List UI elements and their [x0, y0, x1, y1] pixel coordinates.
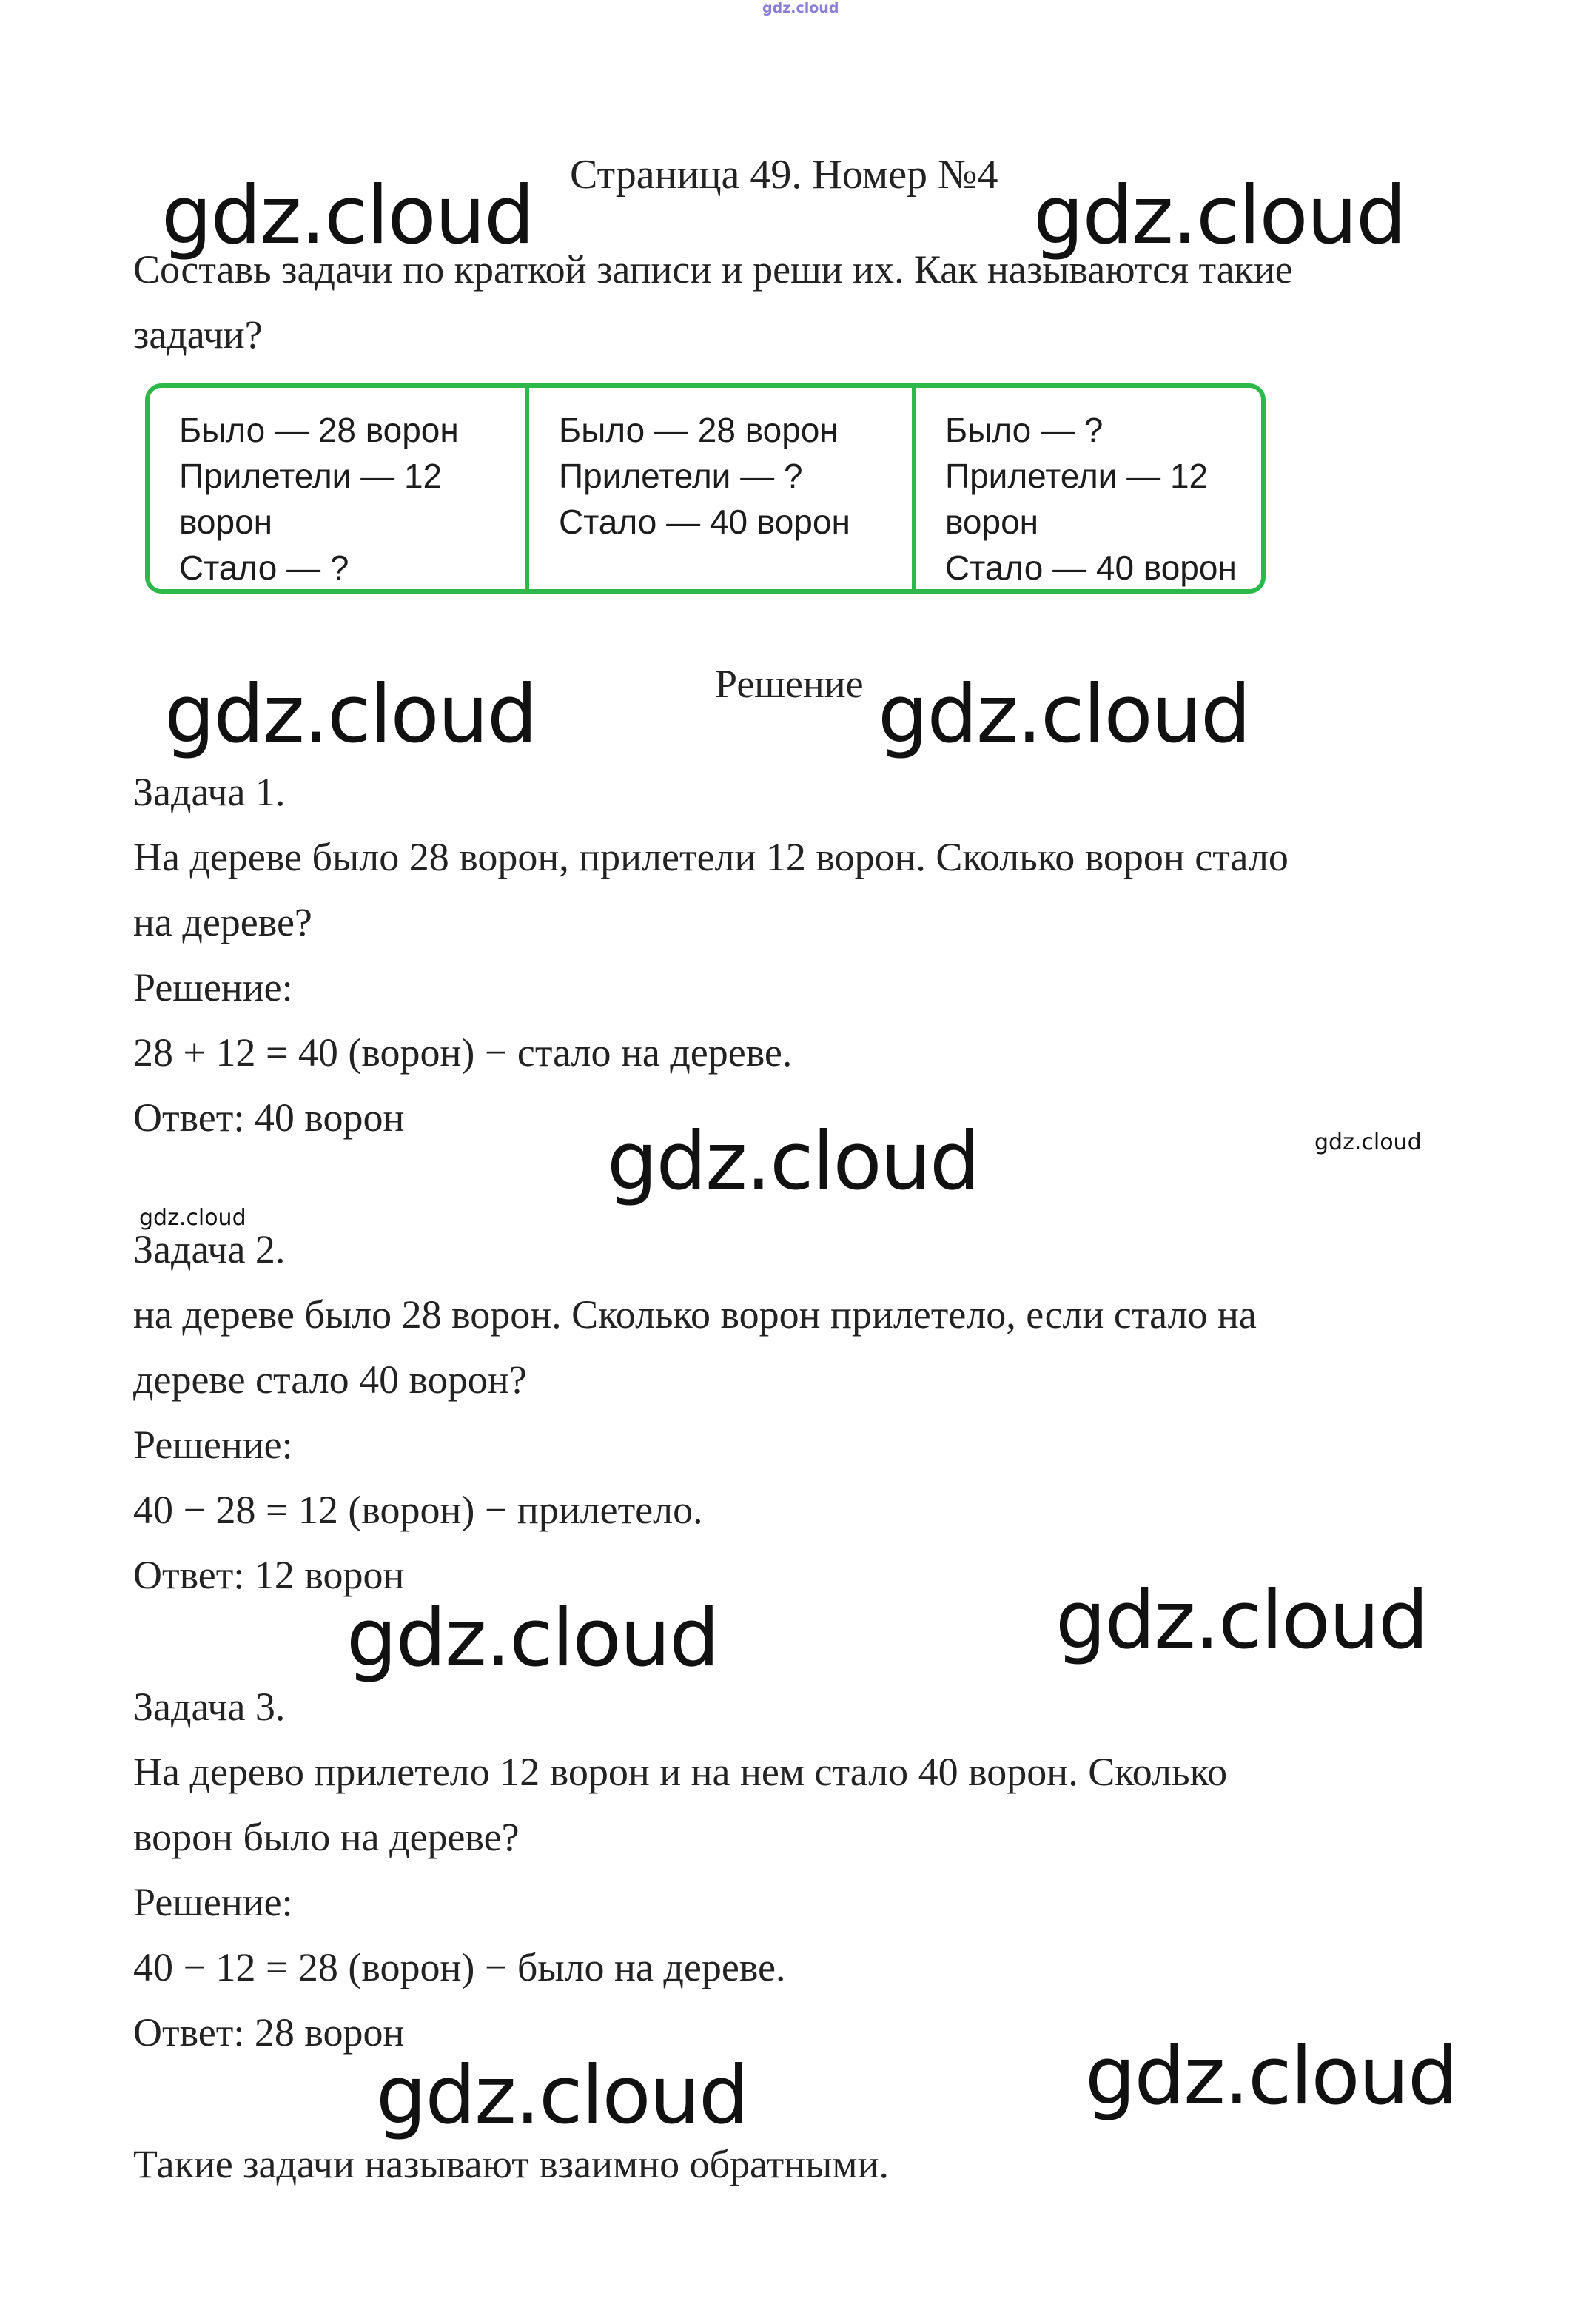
problem-3-equation: 40 − 12 = 28 (ворон) − было на дереве. [133, 1945, 786, 1989]
problem-2-answer: Ответ: 12 ворон [133, 1553, 405, 1597]
record-line: Стало — ? [179, 548, 349, 587]
watermark-logo: gdz.cloud [164, 668, 537, 761]
problem-3-text-line-2: ворон было на дереве? [133, 1815, 520, 1859]
problem-3-solution-label: Решение: [133, 1880, 293, 1924]
watermark-logo-small: gdz.cloud [1314, 1129, 1422, 1155]
record-line: Стало — 40 ворон [945, 548, 1237, 587]
problem-3-text-line-1: На дерево прилетело 12 ворон и на нем стало 40 ворон. Сколько [133, 1750, 1228, 1794]
record-line: ворон [179, 503, 273, 541]
problem-1-title: Задача 1. [133, 770, 286, 814]
record-line: ворон [945, 503, 1039, 541]
solution-heading: Решение [715, 662, 864, 706]
watermark-logo: gdz.cloud [1055, 1574, 1428, 1667]
watermark-logo-small: gdz.cloud [139, 1205, 246, 1231]
page-title: Страница 49. Номер №4 [570, 152, 998, 198]
watermark-logo: gdz.cloud [607, 1115, 979, 1208]
watermark-logo: gdz.cloud [1033, 169, 1405, 262]
problem-1-text-line-1: На дереве было 28 ворон, прилетели 12 ворон. Сколько ворон стало [133, 835, 1289, 879]
short-record-table [145, 383, 1266, 594]
watermark-logo: gdz.cloud [346, 1592, 719, 1685]
record-line: Прилетели — ? [559, 457, 803, 495]
record-line: Было — ? [945, 411, 1104, 449]
task-statement-line-1: Составь задачи по краткой записи и реши их. Как называются такие [133, 247, 1293, 292]
record-column-1 [150, 388, 525, 589]
task-statement-line-2: задачи? [133, 312, 263, 357]
problem-2-title: Задача 2. [133, 1227, 286, 1272]
record-line: Прилетели — 12 [945, 457, 1209, 495]
problem-1-text-line-2: на дереве? [133, 900, 312, 944]
record-line: Стало — 40 ворон [559, 503, 850, 541]
record-line: Было — 28 ворон [559, 411, 839, 449]
problem-2-equation: 40 − 28 = 12 (ворон) − прилетело. [133, 1488, 703, 1532]
record-line: Прилетели — 12 [179, 457, 443, 495]
watermark-logo: gdz.cloud [376, 2049, 748, 2142]
watermark-logo: gdz.cloud [878, 668, 1250, 761]
problem-1-equation: 28 + 12 = 40 (ворон) − стало на дереве. [133, 1030, 793, 1075]
problem-2-text-line-1: на дереве было 28 ворон. Сколько ворон прилетело, если стало на [133, 1292, 1257, 1337]
top-watermark: gdz.cloud [762, 0, 839, 16]
problem-1-solution-label: Решение: [133, 965, 293, 1010]
record-line: Было — 28 ворон [179, 411, 459, 449]
watermark-logo: gdz.cloud [161, 169, 534, 262]
record-column-3 [912, 388, 1261, 589]
problem-3-answer: Ответ: 28 ворон [133, 2010, 405, 2055]
problem-3-title: Задача 3. [133, 1685, 286, 1729]
conclusion: Такие задачи называют взаимно обратными. [133, 2142, 889, 2186]
record-column-2 [525, 388, 912, 589]
watermark-logo: gdz.cloud [1085, 2030, 1457, 2123]
problem-2-solution-label: Решение: [133, 1423, 293, 1467]
problem-2-text-line-2: дереве стало 40 ворон? [133, 1357, 527, 1402]
problem-1-answer: Ответ: 40 ворон [133, 1095, 405, 1140]
